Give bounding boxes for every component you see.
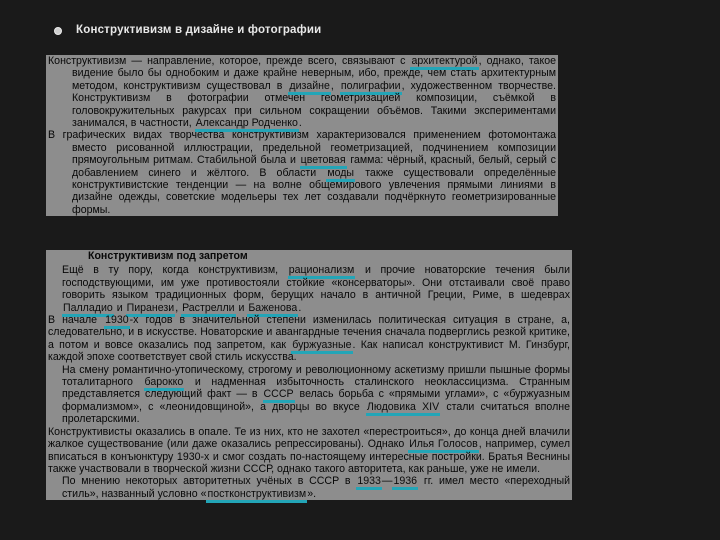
- text: . Как написал конструктивист М. Гинзбург, каждой эпохе соответствует свой стиль искусства.: [48, 338, 570, 364]
- link-bazhenov[interactable]: Баженова: [247, 302, 298, 317]
- text-block-ban: [46, 250, 572, 500]
- link-1930[interactable]: 1930: [104, 314, 130, 329]
- text: Конструктивисты оказались в опале. Те из них, кто не захотел «перестроиться», до конца дней влачили жалкое существование (или даже оказались репрессированы). Однако: [48, 425, 570, 451]
- bullet-icon: [54, 27, 62, 35]
- text: В графических видах творчества конструктивизм характеризовался применением фотомонтажа вместо рисованной иллюстрации, предельной геометризацией, подчинением композиции прямоугольным ритмам. Стабильной была и: [48, 129, 556, 167]
- text: Конструктивизм — направление, которое, прежде всего, связывают с: [48, 55, 411, 67]
- link-rastrelli[interactable]: Растрелли: [181, 302, 235, 317]
- text: На смену романтично-утопическому, строгому и революционному аскетизму пришли пышные формы тоталитарного: [62, 363, 570, 389]
- link-1933[interactable]: 1933: [356, 475, 382, 490]
- paragraph: [48, 364, 570, 426]
- paragraph: [48, 314, 570, 364]
- text: гг. имел место «переходный стиль», названный условно «: [62, 475, 570, 500]
- text: и надменная избыточность сталинского неоклассицизма. Странным представляется следующий факт — в: [62, 376, 570, 401]
- link-golosov[interactable]: Илья Голосов: [408, 438, 479, 453]
- link-fashion[interactable]: моды: [326, 167, 355, 182]
- link-bourgeois[interactable]: буржуазные: [291, 339, 352, 354]
- text: , например, сумел вписаться в конъюнктуру 1930-х и смог создать по-настоящему интересные постройки. Братья Веснины также участвовали в творческой жизни СССР, однако такого авторитета, как раньше, уже не имели.: [48, 438, 570, 475]
- link-architecture[interactable]: архитектурой: [410, 55, 478, 70]
- text: .: [298, 301, 302, 314]
- paragraph: [48, 264, 570, 314]
- text: и прочие новаторские течения были господствующими, им уже противостояли стойкие «консерваторы». Они отстаивали своё право говорить языком традиционных форм, берущих начало в античной Греции, Риме, в шедеврах: [62, 264, 570, 302]
- paragraph: [48, 475, 570, 500]
- text: гамма: чёрный, красный, белый, серый с добавлением синего и жёлтого. В области: [72, 154, 556, 179]
- paragraph: [48, 55, 556, 129]
- text: По мнению некоторых авторитетных учёных в СССР в: [62, 475, 357, 488]
- link-palladio[interactable]: Палладио: [62, 302, 114, 317]
- link-piranesi[interactable]: Пиранези: [126, 302, 176, 317]
- text-block-design: [46, 55, 558, 216]
- text: , однако, такое видение было бы однобоким и даже крайне неверным, ибо, прежде, чем стать архитектурным методом, конструктивизм существовал в: [72, 55, 556, 92]
- link-polygraphy[interactable]: полиграфии: [340, 80, 402, 95]
- text: .: [298, 117, 302, 130]
- link-color[interactable]: цветовая: [300, 154, 347, 169]
- paragraph: [48, 426, 570, 476]
- paragraph: [48, 129, 556, 216]
- text: ,: [175, 301, 182, 314]
- text: ».: [307, 487, 317, 500]
- link-baroque[interactable]: барокко: [144, 376, 185, 391]
- link-post-constructivism[interactable]: постконструктивизм: [206, 488, 307, 503]
- text: , художественном творчестве. Конструктивизм в фотографии отмечен геометризацией композиции, съёмкой в головокружительных ракурсах при сильном сокращении объёмов. Такими экспериментами занимался, в частности,: [72, 79, 557, 130]
- text: -х годов в значительной степени изменилась политическая ситуация в стране, а, следовательно, и в искусстве. Новаторские и авангардные течения сначала подверглись резкой критике, а потом и вовсе оказались под запретом, как: [48, 314, 571, 351]
- section-subtitle: Конструктивизм под запретом: [88, 250, 248, 262]
- link-ussr[interactable]: СССР: [263, 388, 295, 403]
- text: В начале: [48, 314, 105, 327]
- link-louis-xiv[interactable]: Людовика XIV: [366, 401, 440, 416]
- link-1936[interactable]: 1936: [392, 475, 418, 490]
- text: стали считаться вполне пролетарскими.: [62, 400, 570, 426]
- text: и: [113, 301, 126, 314]
- text: и: [235, 301, 248, 314]
- link-rationalism[interactable]: рационализм: [288, 264, 356, 279]
- text: —: [381, 475, 393, 488]
- text: Ещё в ту пору, когда конструктивизм,: [62, 264, 288, 277]
- text: ,: [330, 79, 340, 92]
- text: также существовали определённые конструктивистские тенденции — на волне общемирового увлечения прямыми линиями в дизайне одежды, советские модельеры тех лет создавали подчёркнуто геометризированные формы.: [72, 166, 556, 216]
- text: велась борьба с «прямыми углами», с «буржуазным формализмом», с «леонидовщиной», а дворцы во вкусе: [62, 388, 570, 413]
- link-rodchenko[interactable]: Александр Родченко: [195, 117, 299, 132]
- link-design[interactable]: дизайне: [288, 80, 331, 95]
- page-title: Конструктивизм в дизайне и фотографии: [76, 24, 322, 36]
